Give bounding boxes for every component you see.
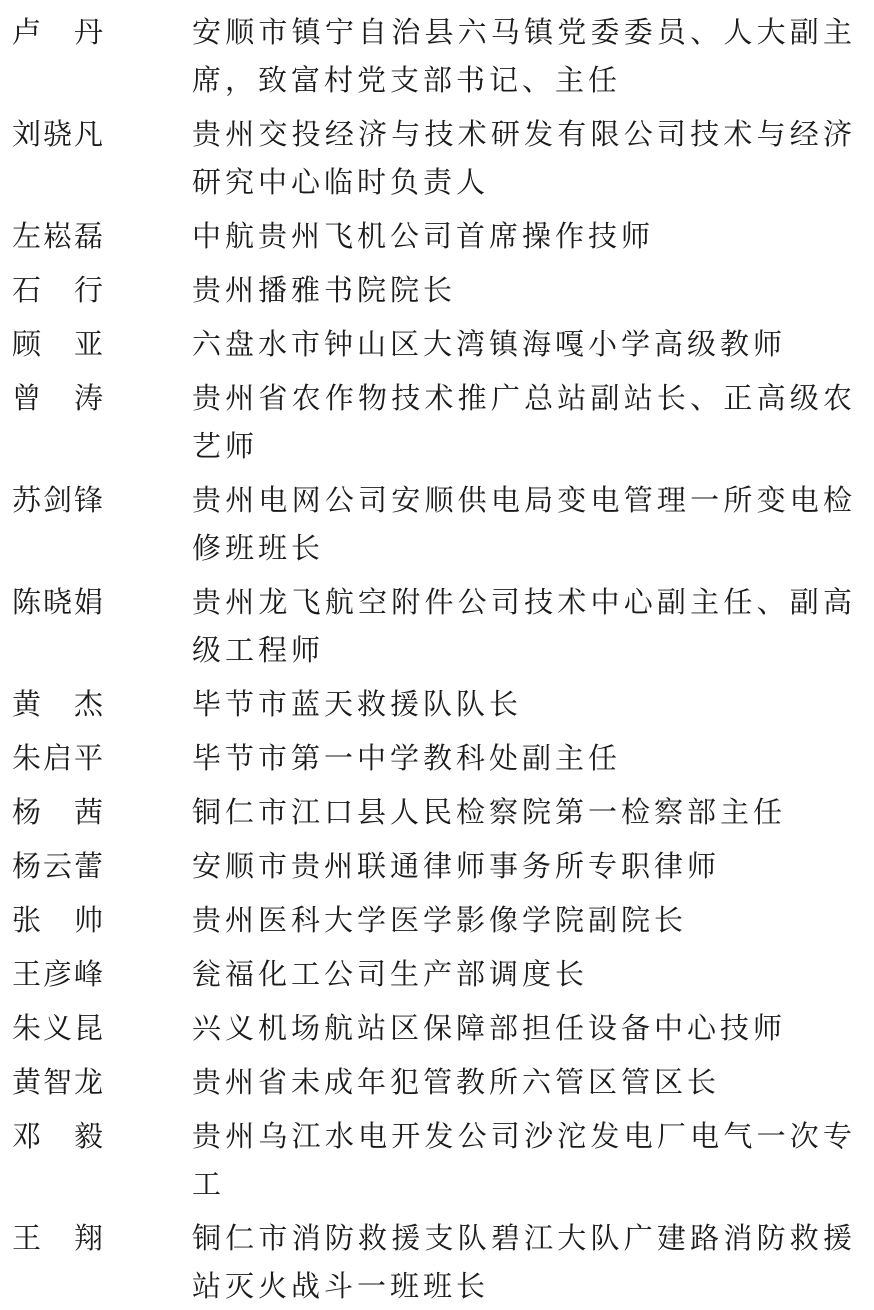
- person-name: 刘骁凡: [12, 117, 106, 151]
- person-title: 贵州播雅书院院长: [192, 273, 457, 307]
- roster-entry: [12, 212, 874, 260]
- person-name: 苏剑锋: [12, 483, 106, 517]
- roster-entry: [12, 1214, 874, 1310]
- person-title: 毕节市第一中学教科处副主任: [192, 741, 622, 775]
- person-name: 陈晓娟: [12, 585, 106, 619]
- roster-entry: [12, 1004, 874, 1052]
- person-name: 杨云蕾: [12, 849, 106, 883]
- person-name: 王 翔: [12, 1221, 106, 1255]
- roster-entry: [12, 320, 874, 368]
- person-name: 曾 涛: [12, 381, 106, 415]
- person-name: 左崧磊: [12, 219, 106, 253]
- roster-entry: [12, 1058, 874, 1106]
- roster-entry: [12, 578, 874, 674]
- person-title: 贵州乌江水电开发公司沙沱发电厂电气一次专工: [192, 1119, 856, 1201]
- roster-entry: [12, 266, 874, 314]
- person-name: 朱启平: [12, 741, 106, 775]
- roster-entry: [12, 1112, 874, 1208]
- roster-entry: [12, 950, 874, 998]
- person-title: 贵州省未成年犯管教所六管区管区长: [192, 1065, 721, 1099]
- roster-entry: [12, 110, 874, 206]
- person-title: 中航贵州飞机公司首席操作技师: [192, 219, 655, 253]
- person-title: 贵州交投经济与技术研发有限公司技术与经济研究中心临时负责人: [192, 117, 856, 199]
- person-title: 贵州龙飞航空附件公司技术中心副主任、副高级工程师: [192, 585, 856, 667]
- person-title: 贵州电网公司安顺供电局变电管理一所变电检修班班长: [192, 483, 856, 565]
- person-name: 邓 毅: [12, 1119, 106, 1153]
- person-name: 张 帅: [12, 903, 106, 937]
- roster-entry: [12, 788, 874, 836]
- person-title: 贵州医科大学医学影像学院副院长: [192, 903, 688, 937]
- person-title: 贵州省农作物技术推广总站副站长、正高级农艺师: [192, 381, 856, 463]
- person-name: 黄 杰: [12, 687, 106, 721]
- person-title: 安顺市贵州联通律师事务所专职律师: [192, 849, 721, 883]
- person-title: 六盘水市钟山区大湾镇海嘎小学高级教师: [192, 327, 787, 361]
- roster-entry: [12, 842, 874, 890]
- person-name: 黄智龙: [12, 1065, 106, 1099]
- roster-entry: [12, 896, 874, 944]
- person-name: 石 行: [12, 273, 106, 307]
- person-name: 卢 丹: [12, 15, 106, 49]
- person-title: 瓮福化工公司生产部调度长: [192, 957, 589, 991]
- person-title: 铜仁市江口县人民检察院第一检察部主任: [192, 795, 787, 829]
- person-name: 杨 茜: [12, 795, 106, 829]
- roster-entry: [12, 374, 874, 470]
- person-title: 铜仁市消防救援支队碧江大队广建路消防救援站灭火战斗一班班长: [192, 1221, 856, 1303]
- roster-entry: [12, 476, 874, 572]
- person-name: 顾 亚: [12, 327, 106, 361]
- person-name: 王彦峰: [12, 957, 106, 991]
- person-title: 毕节市蓝天救援队队长: [192, 687, 523, 721]
- person-title: 兴义机场航站区保障部担任设备中心技师: [192, 1011, 787, 1045]
- person-title: 安顺市镇宁自治县六马镇党委委员、人大副主席，致富村党支部书记、主任: [192, 15, 856, 97]
- roster-entry: [12, 8, 874, 104]
- roster-list: [12, 8, 874, 1310]
- person-name: 朱义昆: [12, 1011, 106, 1045]
- roster-entry: [12, 680, 874, 728]
- roster-entry: [12, 734, 874, 782]
